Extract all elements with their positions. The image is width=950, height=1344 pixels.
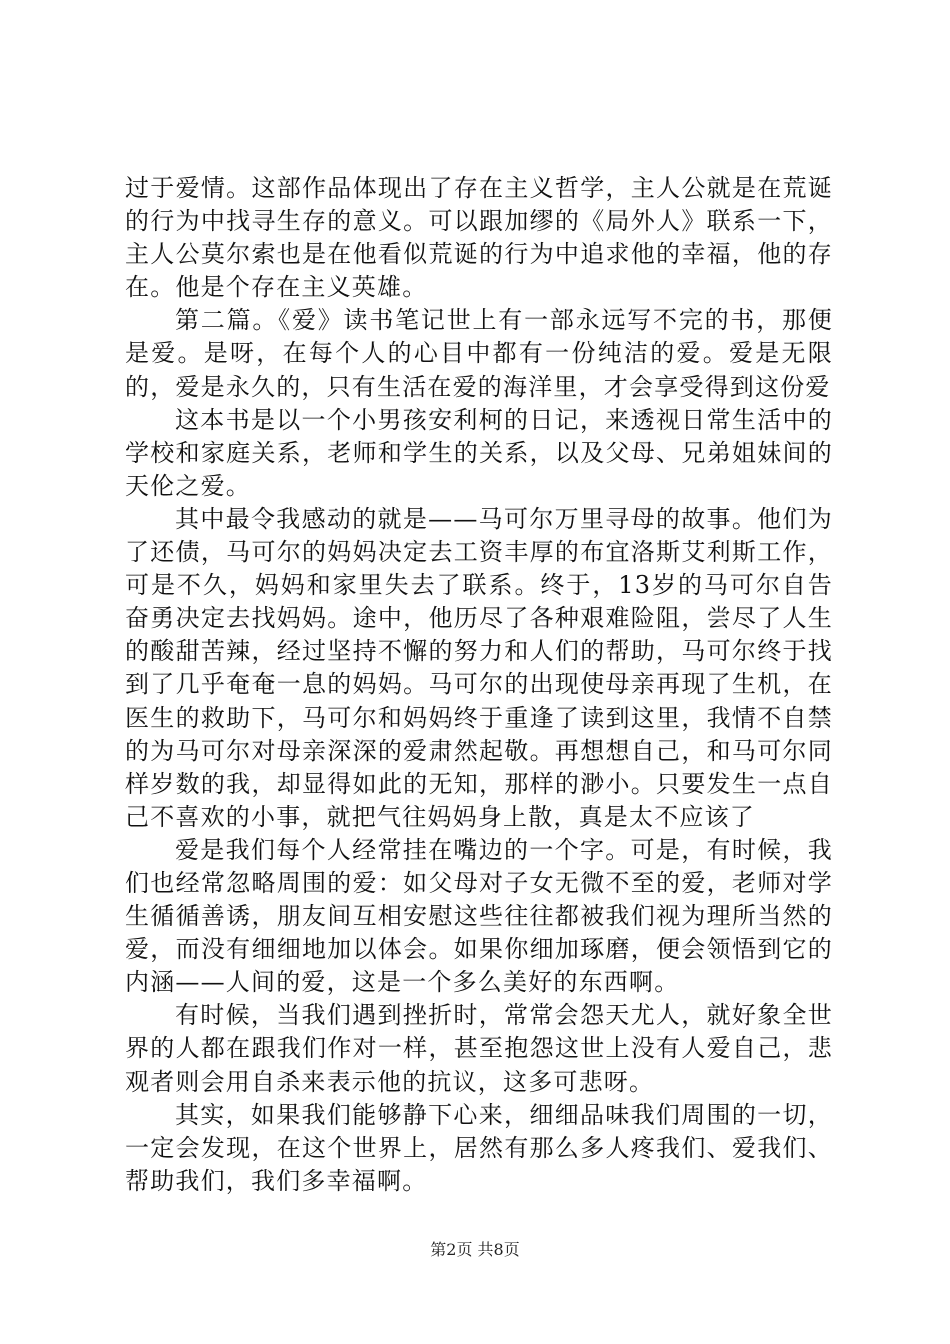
- paragraph-book-overview: 这本书是以一个小男孩安利柯的日记，来透视日常生活中的学校和家庭关系，老师和学生的关系，以及父母、兄弟姐妹间的天伦之爱。: [125, 405, 833, 500]
- paragraph-love-everyday: 爱是我们每个人经常挂在嘴边的一个字。可是，有时候，我们也经常忽略周围的爱：如父母对子女无微不至的爱，老师对学生循循善诱，朋友间互相安慰这些往往都被我们视为理所当然的爱，而没有细细地加以体会。如果你细加琢磨，便会领悟到它的内涵——人间的爱，这是一个多么美好的东西啊。: [125, 835, 833, 997]
- paragraph-continued: 过于爱情。这部作品体现出了存在主义哲学，主人公就是在荒诞的行为中找寻生存的意义。可以跟加缪的《局外人》联系一下，主人公莫尔索也是在他看似荒诞的行为中追求他的幸福，他的存在。他是个存在主义英雄。: [125, 174, 833, 302]
- page-number-footer: 第2页 共8页: [430, 1240, 520, 1259]
- paragraph-marco-story: 其中最令我感动的就是——马可尔万里寻母的故事。他们为了还债，马可尔的妈妈决定去工资丰厚的布宜洛斯艾利斯工作，可是不久，妈妈和家里失去了联系。终于，13岁的马可尔自告奋勇决定去找妈妈。途中，他历尽了各种艰难险阻，尝尽了人生的酸甜苦辣，经过坚持不懈的努力和人们的帮助，马可尔终于找到了几乎奄奄一息的妈妈。马可尔的出现使母亲再现了生机，在医生的救助下，马可尔和妈妈终于重逢了读到这里，我情不自禁的为马可尔对母亲深深的爱肃然起敬。再想想自己，和马可尔同样岁数的我，却显得如此的无知，那样的渺小。只要发生一点自己不喜欢的小事，就把气往妈妈身上散，真是太不应该了: [125, 504, 833, 831]
- document-body: [125, 172, 833, 1198]
- paragraph-conclusion: 其实，如果我们能够静下心来，细细品味我们周围的一切，一定会发现，在这个世界上，居然有那么多人疼我们、爱我们、帮助我们，我们多幸福啊。: [125, 1100, 833, 1195]
- paragraph-setbacks: 有时候，当我们遇到挫折时，常常会怨天尤人，就好象全世界的人都在跟我们作对一样，甚至抱怨这世上没有人爱自己，悲观者则会用自杀来表示他的抗议，这多可悲呀。: [125, 1001, 833, 1096]
- paragraph-chapter-two-intro: 第二篇。《爱》读书笔记世上有一部永远写不完的书，那便是爱。是呀，在每个人的心目中都有一份纯洁的爱。爱是无限的，爱是永久的，只有生活在爱的海洋里，才会享受得到这份爱: [125, 306, 833, 401]
